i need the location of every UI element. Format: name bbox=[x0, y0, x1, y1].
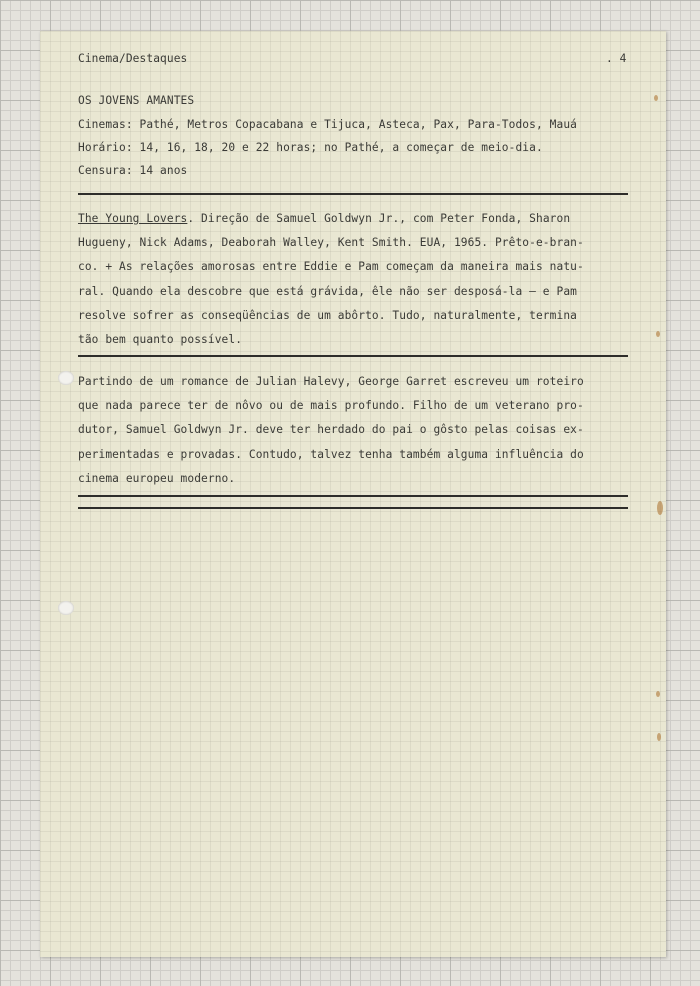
review-line: dutor, Samuel Goldwyn Jr. deve ter herdado do pai o gôsto pelas coisas ex- bbox=[78, 423, 584, 437]
schedule-line: Horário: 14, 16, 18, 20 e 22 horas; no Pathé, a começar de meio-dia. bbox=[78, 141, 543, 154]
synopsis-line: resolve sofrer as conseqüências de um abôrto. Tudo, naturalmente, termina bbox=[78, 308, 577, 322]
review-paragraph bbox=[78, 370, 584, 491]
film-title: OS JOVENS AMANTES bbox=[78, 94, 195, 107]
section-header: Cinema/Destaques bbox=[78, 52, 188, 65]
page-number: . 4 bbox=[606, 52, 627, 65]
rust-stain bbox=[656, 691, 660, 697]
rust-stain bbox=[656, 331, 660, 337]
typewritten-page bbox=[40, 31, 666, 957]
review-line: que nada parece ter de nôvo ou de mais profundo. Filho de um veterano pro- bbox=[78, 399, 584, 413]
synopsis-line: Hugueny, Nick Adams, Deaborah Walley, Kent Smith. EUA, 1965. Prêto-e-bran- bbox=[78, 236, 584, 250]
synopsis-line: co. + As relações amorosas entre Eddie e Pam começam da maneira mais natu- bbox=[78, 260, 584, 274]
punch-hole bbox=[58, 601, 74, 615]
synopsis-line: . Direção de Samuel Goldwyn Jr., com Peter Fonda, Sharon bbox=[187, 212, 571, 225]
closing-rule bbox=[78, 507, 628, 509]
rust-stain bbox=[657, 501, 663, 515]
original-title: The Young Lovers bbox=[78, 212, 188, 225]
review-line: Partindo de um romance de Julian Halevy, George Garret escreveu um roteiro bbox=[78, 375, 584, 388]
synopsis-line: tão bem quanto possível. bbox=[78, 333, 243, 347]
review-line: cinema europeu moderno. bbox=[78, 471, 236, 485]
review-line: perimentadas e provadas. Contudo, talvez tenha também alguma influência do bbox=[78, 447, 584, 461]
synopsis-paragraph bbox=[78, 207, 584, 352]
divider-rule bbox=[78, 355, 628, 357]
punch-hole bbox=[58, 371, 74, 385]
rating-line: Censura: 14 anos bbox=[78, 164, 188, 177]
cinemas-line: Cinemas: Pathé, Metros Copacabana e Tijuca, Asteca, Pax, Para-Todos, Mauá bbox=[78, 118, 577, 131]
rust-stain bbox=[654, 95, 658, 101]
closing-rule bbox=[78, 495, 628, 497]
rust-stain bbox=[657, 733, 661, 741]
synopsis-line: ral. Quando ela descobre que está grávida, êle não ser desposá-la — e Pam bbox=[78, 284, 577, 298]
divider-rule bbox=[78, 193, 628, 195]
